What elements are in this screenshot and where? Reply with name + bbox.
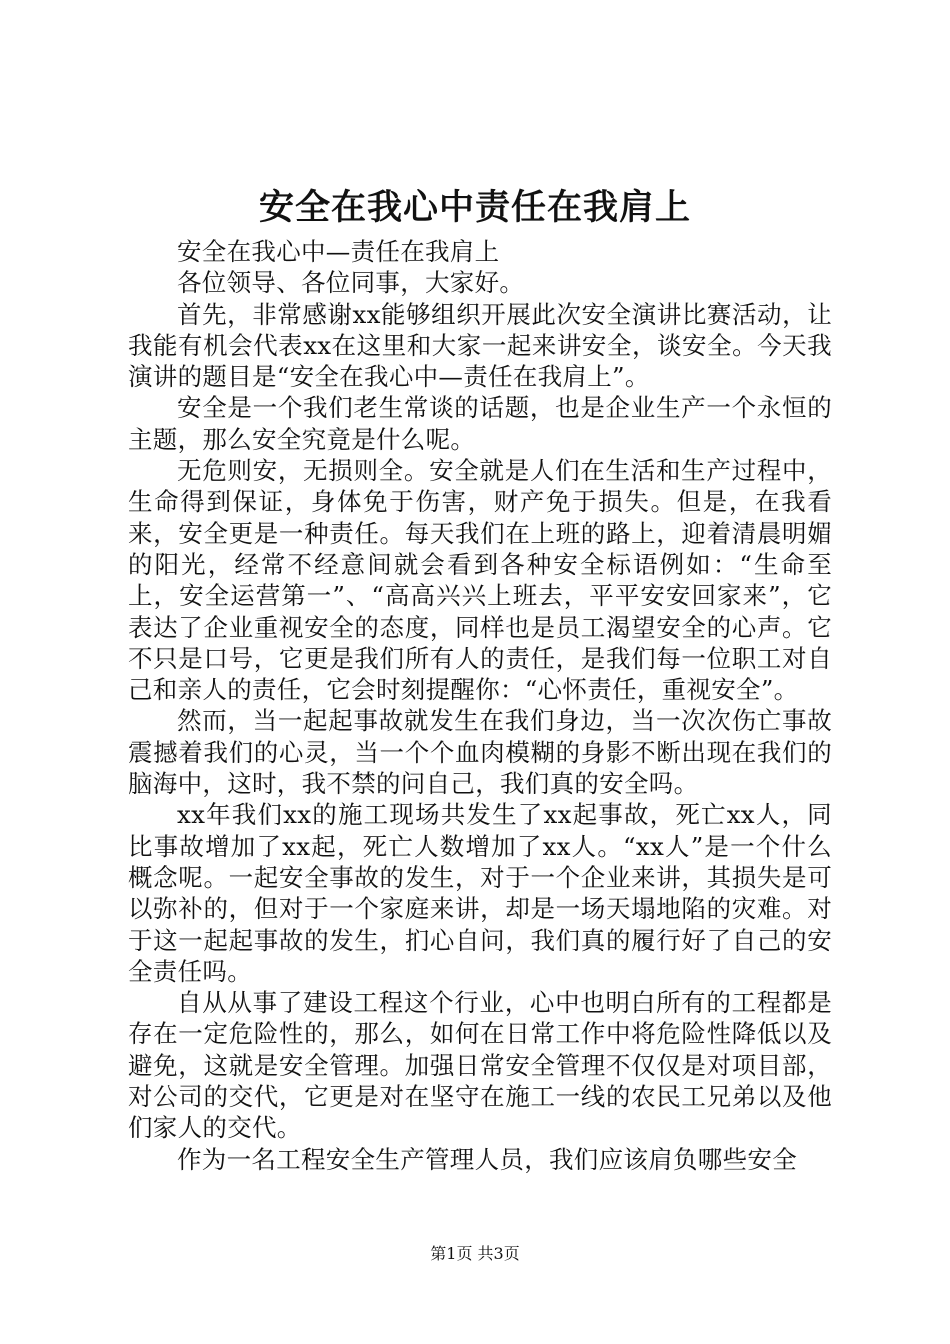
paragraph-topic: 安全是一个我们老生常谈的话题，也是企业生产一个永恒的主题，那么安全究竟是什么呢。 [128, 393, 832, 454]
document-title: 安全在我心中责任在我肩上 [258, 187, 691, 228]
paragraph-greeting: 各位领导、各位同事，大家好。 [177, 268, 525, 298]
paragraph-management: 自从从事了建设工程这个行业，心中也明白所有的工程都是存在一定危险性的，那么，如何在日常工作中将危险性降低以及避免，这就是安全管理。加强日常安全管理不仅仅是对项目部，对公司的交代，它更是对在坚守在施工一线的农民工兄弟以及他们家人的交代。 [128, 988, 832, 1143]
paragraph-responsibility: 无危则安，无损则全。安全就是人们在生活和生产过程中，生命得到保证，身体免于伤害，财产免于损失。但是，在我看来，安全更是一种责任。每天我们在上班的路上，迎着清晨明媚的阳光，经常不经意间就会看到各种安全标语例如：“生命至上，安全运营第一”、“高高兴兴上班去，平平安安回家来”，它表达了企业重视安全的态度，同样也是员工渴望安全的心声。它不只是口号，它更是我们所有人的责任，是我们每一位职工对自己和亲人的责任，它会时刻提醒你：“心怀责任，重视安全”。 [128, 456, 832, 705]
document-body [128, 236, 832, 1175]
paragraph-duties: 作为一名工程安全生产管理人员，我们应该肩负哪些安全 [177, 1144, 797, 1174]
paragraph-subtitle: 安全在我心中—责任在我肩上 [177, 237, 500, 266]
paragraph-accidents: 然而，当一起起事故就发生在我们身边，当一次次伤亡事故震撼着我们的心灵，当一个个血肉模糊的身影不断出现在我们的脑海中，这时，我不禁的问自己，我们真的安全吗。 [128, 706, 832, 799]
paragraph-statistics: xx年我们xx的施工现场共发生了xx起事故，死亡xx人，同比事故增加了xx起，死亡人数增加了xx人。“xx人”是一个什么概念呢。一起安全事故的发生，对于一个企业来讲，其损失是可以弥补的，但对于一个家庭来讲，却是一场天塌地陷的灾难。对于这一起起事故的发生，扪心自问，我们真的履行好了自己的安全责任吗。 [128, 800, 832, 986]
paragraph-opening: 首先，非常感谢xx能够组织开展此次安全演讲比赛活动，让我能有机会代表xx在这里和大家一起来讲安全，谈安全。今天我演讲的题目是“安全在我心中—责任在我肩上”。 [128, 299, 832, 392]
page-number-footer: 第1页 共3页 [430, 1244, 520, 1263]
